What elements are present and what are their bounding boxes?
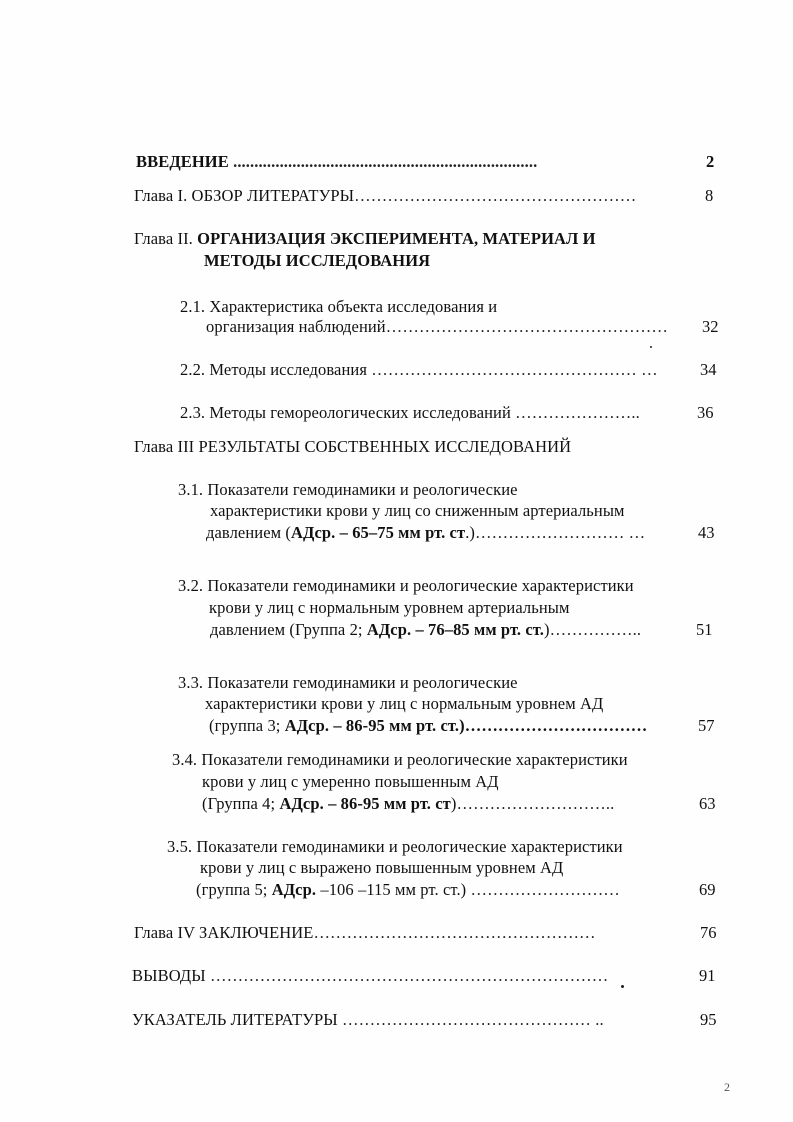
- toc-section-2-1-dots: ……………………………………………: [385, 317, 668, 336]
- toc-chapter-3-label: Глава III: [134, 437, 195, 456]
- toc-section-3-4-line1[interactable]: 3.4. Показатели гемодинамики и реологические характеристики: [172, 750, 628, 769]
- toc-section-3-3-pressure: АДср. – 86-95 мм рт. ст.)……………………………: [284, 716, 648, 735]
- toc-section-2-1-line2[interactable]: [206, 317, 668, 337]
- toc-section-2-2-page: 34: [700, 360, 717, 379]
- toc-chapter-1[interactable]: [134, 186, 636, 206]
- toc-section-3-2-line2: крови у лиц с нормальным уровнем артериальным: [209, 598, 570, 617]
- toc-references-title: УКАЗАТЕЛЬ ЛИТЕРАТУРЫ: [132, 1010, 338, 1029]
- toc-section-3-4-suffix: ): [450, 794, 457, 813]
- toc-section-3-5-range: –106 –115 мм рт. ст.): [316, 880, 467, 899]
- toc-conclusions-title: ВЫВОДЫ: [132, 966, 206, 985]
- toc-section-2-2[interactable]: [180, 360, 658, 380]
- toc-section-3-3-line1[interactable]: 3.3. Показатели гемодинамики и реологические: [178, 673, 518, 692]
- toc-section-3-5-line1[interactable]: 3.5. Показатели гемодинамики и реологические характеристики: [167, 837, 623, 856]
- toc-section-3-3-prefix: (группа 3;: [209, 716, 285, 735]
- toc-references[interactable]: [132, 1010, 604, 1030]
- toc-section-3-2-suffix: ): [544, 620, 550, 639]
- toc-conclusions-page: 91: [699, 966, 716, 985]
- toc-chapter-2-title-line1: ОРГАНИЗАЦИЯ ЭКСПЕРИМЕНТА, МАТЕРИАЛ И: [197, 229, 596, 248]
- toc-section-3-4-prefix: (Группа 4;: [202, 794, 280, 813]
- toc-chapter-2-title-line2: МЕТОДЫ ИССЛЕДОВАНИЯ: [204, 251, 431, 270]
- toc-section-3-2-pressure: АДср. – 76–85 мм рт. ст.: [366, 620, 545, 639]
- toc-section-3-2-line1[interactable]: 3.2. Показатели гемодинамики и реологические характеристики: [178, 576, 634, 595]
- toc-section-3-1-dots: ……………………… …: [475, 523, 646, 542]
- toc-section-3-4-line2: крови у лиц с умеренно повышенным АД: [202, 772, 499, 791]
- toc-chapter-1-label: Глава I.: [134, 186, 188, 205]
- toc-section-3-5-line2: крови у лиц с выражено повышенным уровнем АД: [200, 858, 564, 877]
- toc-section-2-2-dots: ………………………………………… …: [371, 360, 658, 379]
- toc-section-3-5-line3: [196, 880, 620, 900]
- toc-section-3-3-page: 57: [698, 716, 715, 735]
- toc-section-2-3-dots: …………………..: [515, 403, 640, 422]
- toc-section-3-3-line3: [209, 716, 647, 736]
- toc-section-3-1-suffix: .): [465, 523, 476, 542]
- toc-references-dots: ……………………………………… ..: [342, 1010, 604, 1029]
- toc-references-page: 95: [700, 1010, 717, 1029]
- page-number: 2: [724, 1080, 730, 1094]
- toc-chapter-3-title: РЕЗУЛЬТАТЫ СОБСТВЕННЫХ ИССЛЕДОВАНИЙ: [198, 437, 572, 456]
- toc-section-2-1-line1[interactable]: 2.1. Характеристика объекта исследования и: [180, 297, 498, 316]
- toc-section-2-3-page: 36: [697, 403, 714, 422]
- toc-chapter-1-title: ОБЗОР ЛИТЕРАТУРЫ: [191, 186, 355, 205]
- toc-intro[interactable]: [136, 152, 537, 172]
- toc-section-2-1-page: 32: [702, 317, 719, 336]
- toc-section-3-4-pressure: АДср. – 86-95 мм рт. ст: [279, 794, 451, 813]
- toc-chapter-4-label: Глава IV: [134, 923, 195, 942]
- toc-section-3-5-prefix: (группа 5;: [196, 880, 272, 899]
- toc-section-2-3-title: 2.3. Методы гемореологических исследований: [180, 403, 511, 422]
- toc-intro-page: 2: [706, 152, 715, 171]
- toc-section-3-1-pressure: АДср. – 65–75 мм рт. ст: [291, 523, 466, 542]
- toc-section-3-5-dots: ………………………: [470, 880, 620, 899]
- toc-chapter-1-dots: ……………………………………………: [354, 186, 637, 205]
- toc-chapter-2[interactable]: [134, 229, 596, 249]
- toc-section-2-3[interactable]: [180, 403, 640, 423]
- toc-section-3-2-dots: ……………..: [549, 620, 642, 639]
- toc-section-2-2-title: 2.2. Методы исследования: [180, 360, 368, 379]
- toc-section-3-4-dots: ………………………..: [456, 794, 615, 813]
- toc-section-3-4-page: 63: [699, 794, 716, 813]
- toc-section-3-5-page: 69: [699, 880, 716, 899]
- scan-speck: [650, 346, 652, 348]
- toc-section-3-1-line2: характеристики крови у лиц со сниженным артериальным: [210, 501, 625, 520]
- toc-chapter-4-title: ЗАКЛЮЧЕНИЕ: [199, 923, 314, 942]
- toc-conclusions[interactable]: [132, 966, 608, 986]
- toc-section-3-5-pressure: АДср.: [271, 880, 317, 899]
- toc-section-3-4-line3: [202, 794, 614, 814]
- toc-chapter-2-label: Глава II.: [134, 229, 193, 248]
- toc-chapter-4-page: 76: [700, 923, 717, 942]
- toc-section-3-1-prefix: давлением (: [206, 523, 291, 542]
- toc-chapter-3[interactable]: [134, 437, 571, 457]
- toc-chapter-4[interactable]: [134, 923, 596, 943]
- toc-section-2-1-title: организация наблюдений: [206, 317, 386, 336]
- toc-intro-dots: ........................................................................: [233, 152, 538, 171]
- toc-section-3-1-line3: [206, 523, 645, 543]
- toc-conclusions-dots: ………………………………………………………………: [209, 966, 609, 985]
- toc-section-3-2-page: 51: [696, 620, 713, 639]
- toc-section-3-2-line3: [210, 620, 641, 640]
- toc-chapter-4-dots: ……………………………………………: [313, 923, 596, 942]
- toc-section-3-3-line2: характеристики крови у лиц с нормальным уровнем АД: [205, 694, 604, 713]
- toc-intro-title: ВВЕДЕНИЕ: [136, 152, 229, 171]
- toc-section-3-1-line1[interactable]: 3.1. Показатели гемодинамики и реологические: [178, 480, 518, 499]
- toc-section-3-1-page: 43: [698, 523, 715, 542]
- toc-section-3-2-prefix: давлением (Группа 2;: [210, 620, 367, 639]
- scan-speck: [621, 985, 624, 988]
- toc-chapter-1-page: 8: [705, 186, 714, 205]
